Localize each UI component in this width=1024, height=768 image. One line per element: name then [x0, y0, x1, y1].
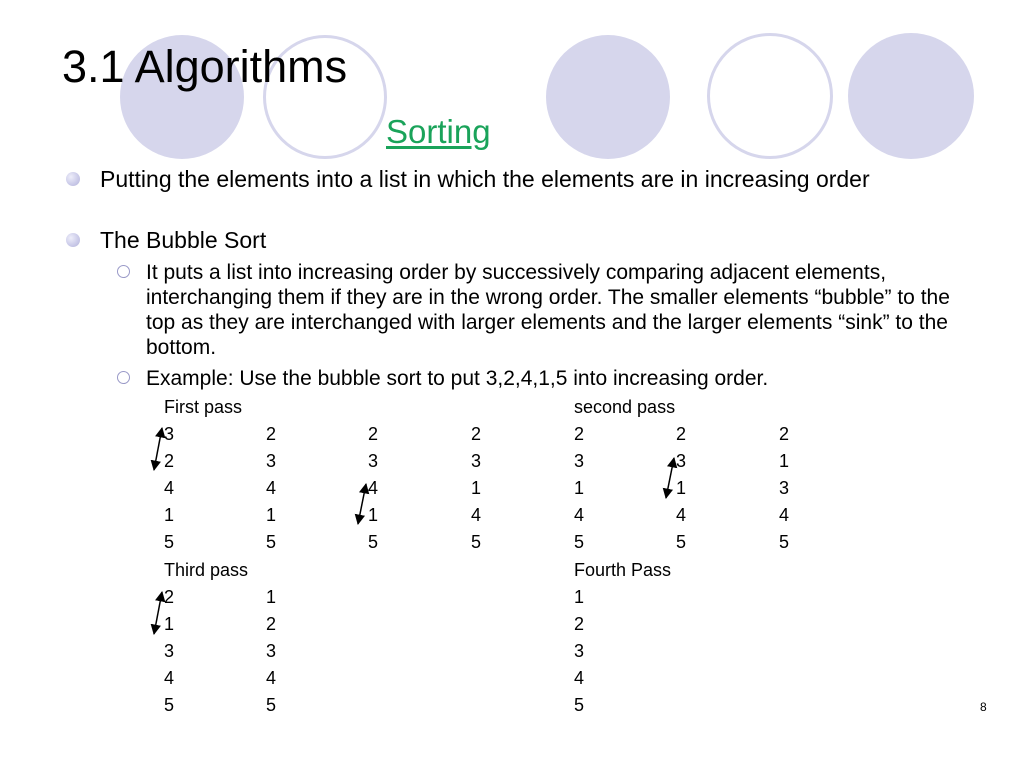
- bullet-text: Putting the elements into a list in which the elements are in increasing order: [100, 166, 870, 192]
- first-pass-value: 3: [368, 451, 379, 471]
- first-pass-value: 4: [164, 478, 175, 498]
- sub-bullet-text: Example: Use the bubble sort to put 3,2,4,1,5 into increasing order.: [146, 367, 769, 390]
- first-pass-value: 4: [266, 478, 277, 498]
- fourth-pass-value: 3: [574, 641, 585, 661]
- first-pass-value: 1: [368, 505, 379, 525]
- fourth-pass-value: 4: [574, 668, 585, 688]
- first-pass-value: 2: [471, 424, 482, 444]
- fourth-pass-value: 5: [574, 695, 585, 715]
- slide-title: 3.1 Algorithms: [62, 41, 348, 92]
- third-pass-value: 2: [266, 614, 277, 634]
- first-pass-value: 2: [368, 424, 379, 444]
- swap-arrow-icon: [666, 458, 674, 498]
- third-pass-value: 3: [164, 641, 175, 661]
- fourth-pass-value: 2: [574, 614, 585, 634]
- third-pass-value: 3: [266, 641, 277, 661]
- sub-bullet-text: It puts a list into increasing order by successively comparing adjacent elements, interchanging them if they are in the wrong order. The smaller elements “bubble” to the top as they are interchanged with larger elements and the larger elements “sink” to the bottom.: [146, 261, 950, 359]
- first-pass-value: 2: [266, 424, 277, 444]
- first-pass-value: 5: [368, 532, 379, 552]
- second-pass-value: 4: [779, 505, 790, 525]
- first-pass-value: 5: [266, 532, 277, 552]
- second-pass-value: 2: [676, 424, 687, 444]
- first-pass-value: 2: [164, 451, 175, 471]
- sub-bullet-circle-icon: [117, 371, 130, 384]
- second-pass-value: 1: [779, 451, 790, 471]
- first-pass-value: 3: [471, 451, 482, 471]
- third-pass-value: 1: [266, 587, 277, 607]
- swap-arrow-icon: [154, 592, 162, 634]
- bullet-dot-icon: [66, 233, 80, 247]
- second-pass-value: 3: [779, 478, 790, 498]
- third-pass-label: Third pass: [164, 560, 249, 580]
- first-pass-value: 4: [368, 478, 379, 498]
- second-pass-label: second pass: [574, 397, 676, 417]
- third-pass-value: 1: [164, 614, 175, 634]
- second-pass-value: 3: [676, 451, 687, 471]
- second-pass-value: 4: [574, 505, 585, 525]
- first-pass-value: 4: [471, 505, 482, 525]
- second-pass-value: 4: [676, 505, 687, 525]
- third-pass-value: 2: [164, 587, 175, 607]
- first-pass-value: 1: [471, 478, 482, 498]
- first-pass-value: 3: [266, 451, 277, 471]
- second-pass-value: 1: [676, 478, 687, 498]
- second-pass-value: 5: [676, 532, 687, 552]
- second-pass-value: 5: [779, 532, 790, 552]
- first-pass-value: 5: [471, 532, 482, 552]
- second-pass-value: 2: [779, 424, 790, 444]
- decor-ring-2: [707, 33, 833, 159]
- first-pass-label: First pass: [164, 397, 243, 417]
- fourth-pass-label: Fourth Pass: [574, 560, 672, 580]
- second-pass-value: 2: [574, 424, 585, 444]
- swap-arrow-icon: [358, 484, 366, 524]
- sub-bullet-circle-icon: [117, 265, 130, 278]
- bullet-dot-icon: [66, 172, 80, 186]
- bullet-text: The Bubble Sort: [100, 227, 267, 253]
- fourth-pass-value: 1: [574, 587, 585, 607]
- page-number: 8: [980, 700, 987, 714]
- decor-circle-3: [848, 33, 974, 159]
- first-pass-value: 3: [164, 424, 175, 444]
- third-pass-value: 4: [266, 668, 277, 688]
- second-pass-value: 3: [574, 451, 585, 471]
- third-pass-value: 4: [164, 668, 175, 688]
- second-pass-value: 5: [574, 532, 585, 552]
- third-pass-value: 5: [266, 695, 277, 715]
- slide-subtitle: Sorting: [386, 113, 491, 150]
- first-pass-value: 1: [266, 505, 277, 525]
- first-pass-value: 5: [164, 532, 175, 552]
- first-pass-value: 1: [164, 505, 175, 525]
- swap-arrow-icon: [154, 428, 162, 470]
- decor-circle-2: [546, 35, 670, 159]
- second-pass-value: 1: [574, 478, 585, 498]
- third-pass-value: 5: [164, 695, 175, 715]
